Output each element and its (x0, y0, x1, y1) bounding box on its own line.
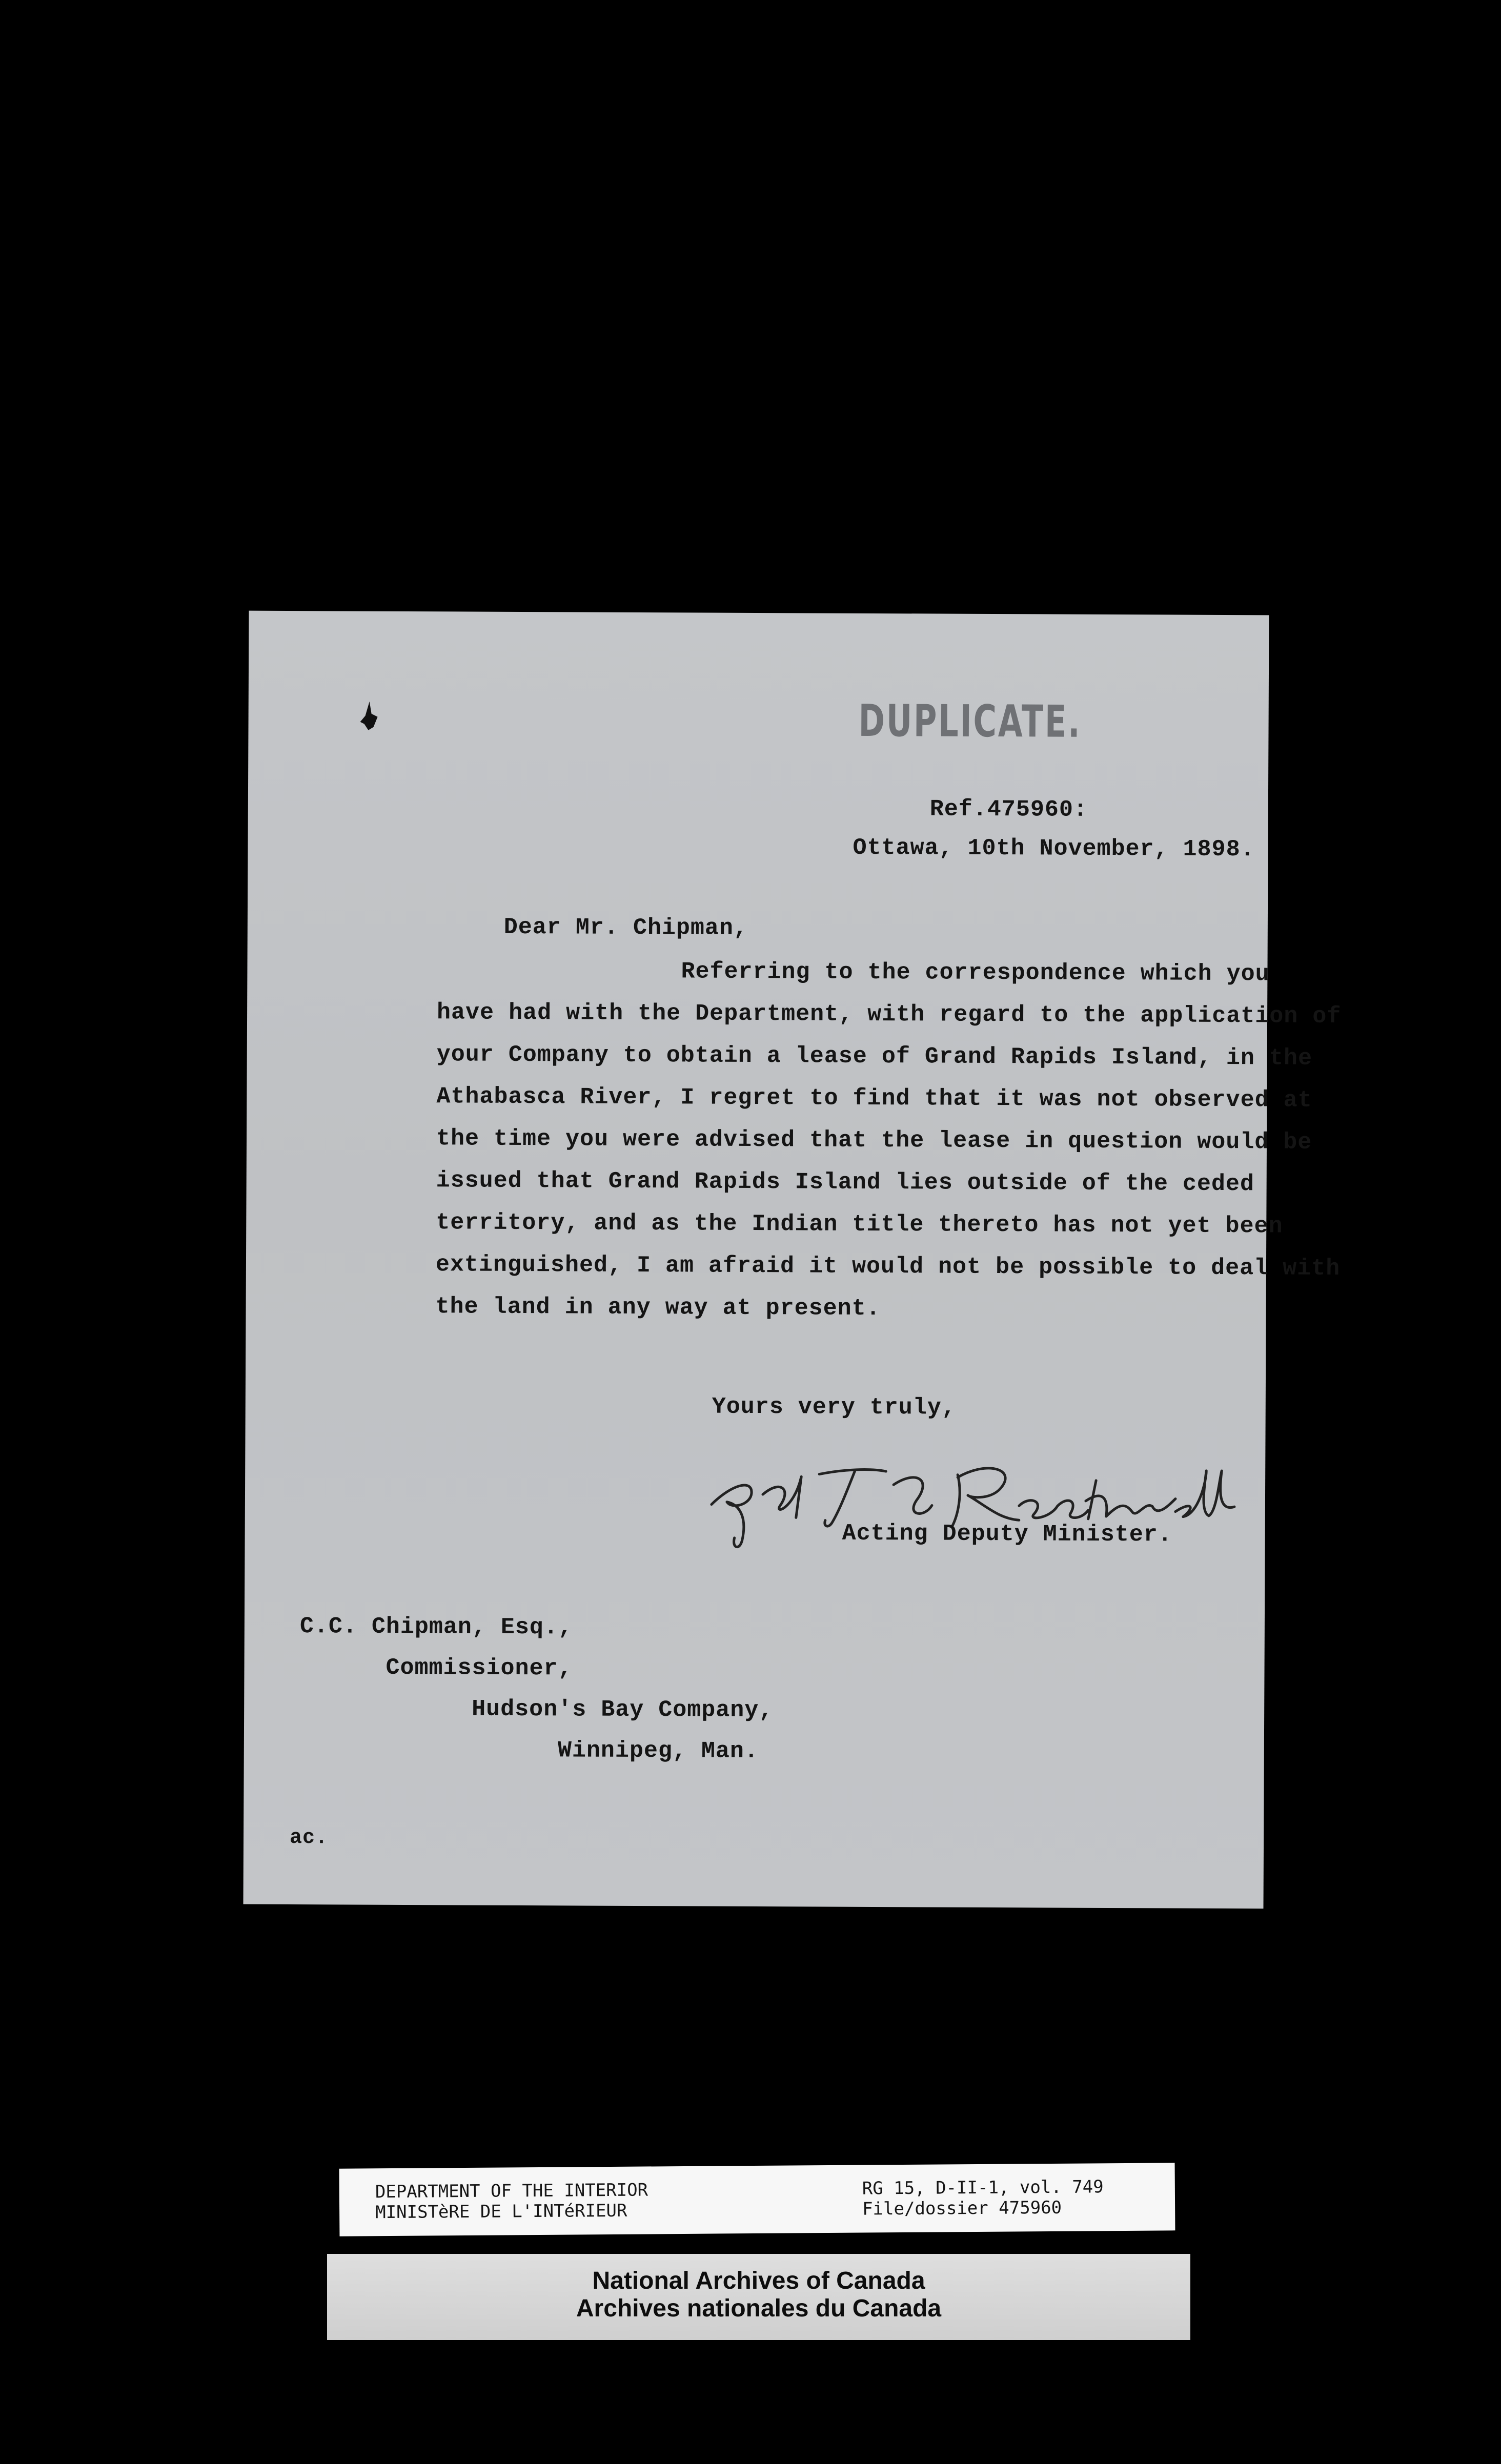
department-line: MINISTèRE DE L'INTéRIEUR (375, 2200, 627, 2223)
archives-banner (327, 2254, 1190, 2340)
archives-name-french: Archives nationales du Canada (576, 2295, 942, 2322)
address-line: Commissioner, (299, 1654, 573, 1682)
dateline: Ottawa, 10th November, 1898. (853, 834, 1255, 863)
address-line: C.C. Chipman, Esq., (299, 1613, 573, 1641)
body-line: issued that Grand Rapids Island lies outside of the ceded (436, 1167, 1255, 1198)
body-line: territory, and as the Indian title thereto has not yet been (436, 1209, 1283, 1240)
address-line: Hudson's Bay Company, (299, 1695, 774, 1724)
archives-name (327, 2267, 1190, 2323)
body-line: your Company to obtain a lease of Grand Rapids Island, in the (436, 1041, 1313, 1072)
department-line: DEPARTMENT OF THE INTERIOR (375, 2180, 648, 2203)
body-line: extinguished, I am afraid it would not be possible to deal with (435, 1251, 1341, 1282)
body-line: the time you were advised that the lease in question would be (436, 1125, 1312, 1156)
signer-title: Acting Deputy Minister. (842, 1520, 1172, 1548)
file-reference (862, 2176, 1104, 2219)
salutation: Dear Mr. Chipman, (503, 914, 748, 941)
letter-page (244, 611, 1342, 1909)
letter-body (435, 950, 1341, 1332)
address-line: Winnipeg, Man. (299, 1736, 759, 1765)
body-line: Referring to the correspondence which you (437, 957, 1270, 988)
typist-initials: ac. (289, 1826, 329, 1850)
ink-mark-icon (358, 702, 378, 732)
reference-number: Ref.475960: (929, 796, 1088, 823)
recipient-address (299, 1606, 774, 1772)
archive-reference-label (339, 2163, 1175, 2236)
body-line: have had with the Department, with regard to the application of (436, 999, 1342, 1030)
body-line: the land in any way at present. (435, 1293, 881, 1322)
file-line: File/dossier 475960 (862, 2197, 1062, 2220)
body-line: Athabasca River, I regret to find that it was not observed at (436, 1083, 1312, 1114)
file-line: RG 15, D-II-1, vol. 749 (862, 2176, 1104, 2199)
archives-name-english: National Archives of Canada (592, 2267, 925, 2294)
department-name (375, 2180, 648, 2223)
closing: Yours very truly, (712, 1393, 956, 1421)
duplicate-stamp: DUPLICATE. (858, 695, 1082, 748)
